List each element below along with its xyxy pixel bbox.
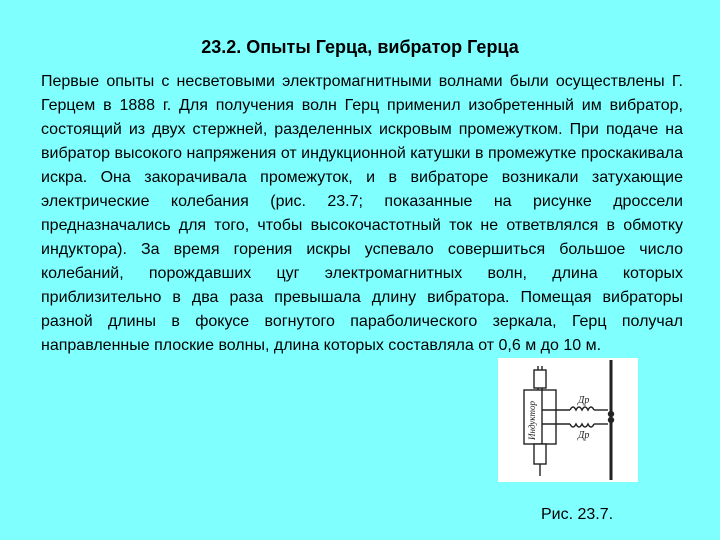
choke-label-bottom: Др bbox=[578, 430, 590, 441]
inductor-label: Индуктор bbox=[527, 401, 537, 440]
figure-caption: Рис. 23.7. bbox=[541, 506, 614, 523]
choke-bottom bbox=[570, 424, 594, 427]
inductor-terminal-top bbox=[534, 370, 546, 388]
spark-gap-ball-bottom bbox=[609, 418, 614, 423]
body-paragraph: Первые опыты с несветовыми электромагнитными волнами были осуществлены Г. Герцем в 1888 г. Для получения волн Герц применил изобретенный им вибратор, состоящий из двух стержней, разделенных искровым промежутком. При подаче на вибратор высокого напряжения от индукционной катушки в промежутке проскакивала искра. Она закорачивала промежуток, и в вибраторе возникали затухающие электрические колебания (рис. 23.7; показанные на рисунке дроссели предназначались для того, чтобы высокочастотный ток не ответвлялся в обмотку индуктора). За время горения искры успевало совершиться большое число колебаний, порождавших цуг электромагнитных волн, длина которых приблизительно в два раза превышала длину вибратора. Помещая вибраторы разной длины в фокусе вогнутого параболического зеркала, Герц получал направленные плоские волны, длина которых составляла от 0,6 м до 10 м. bbox=[41, 73, 683, 354]
hertz-vibrator-figure bbox=[498, 358, 638, 482]
vibrator-diagram bbox=[498, 358, 638, 482]
choke-label-top: Др bbox=[578, 395, 590, 406]
slide-title: 23.2. Опыты Герца, вибратор Герца bbox=[201, 37, 519, 57]
choke-top bbox=[570, 407, 594, 410]
spark-gap-ball-top bbox=[609, 412, 614, 417]
inductor-terminal-bottom bbox=[534, 444, 546, 464]
